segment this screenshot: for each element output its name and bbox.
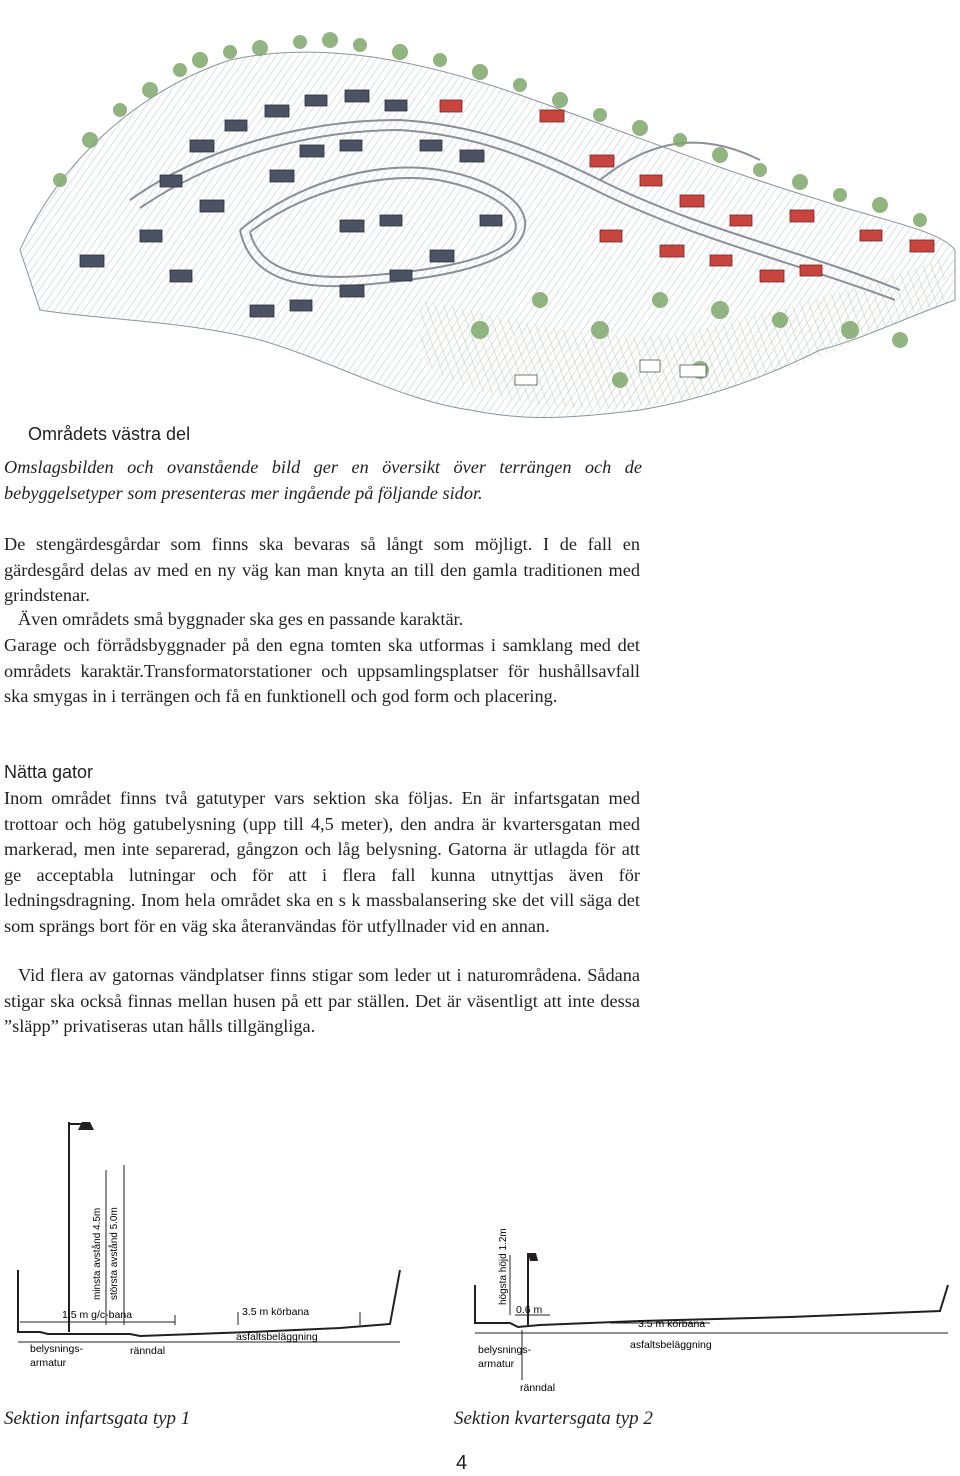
label-asfalt-2: asfaltsbeläggning [630,1339,712,1351]
caption-section-1: Sektion infartsgata typ 1 [4,1408,191,1429]
label-min-distance: minsta avstånd 4.5m [92,1207,103,1300]
heading-west: Områdets västra del [28,424,191,444]
label-asfalt: asfaltsbeläggning [236,1331,318,1343]
heading-streets: Nätta gator [4,762,94,782]
label-korbana-2: 3.5 m körbana [638,1318,706,1330]
label-max-distance: största avstånd 5.0m [109,1207,120,1300]
label-max-height: högsta höjd 1.2m [498,1228,509,1305]
intro-paragraph: Omslagsbilden och ovanstående bild ger en översikt över terrängen och de bebyggelsetyper som presenteras mer ingående på följande sidor. [4,457,642,503]
low-lamp-head-icon [528,1253,538,1261]
paragraph-paths: Vid flera av gatornas vändplatser finns stigar som leder ut i naturområdena. Sådana stigar ska också finnas mellan husen på ett par ställen. Det är väsentligt att inte dessa ”släpp” privatiseras utan hålls tillgängliga. [4,965,640,1037]
section-kvartersgata-diagram [470,1215,950,1405]
paragraph-street-types: Inom området finns två gatutyper vars sektion ska följas. En är infartsgatan med trottoar och hög gatubelysning (upp till 4,5 meter), den andra är kvartersgatan med markerad, men inte separerad, gångzon och låg belysning. Gatorna är utlagda för att ge acceptabla lutningar och för att i flera fall kunna utnyttjas även för ledningsdragning. Inom hela området ska en s k massbalansering ske det vill säga det som sprängs bort för en väg ska återanvändas för utfyllnader vid en annan. [4,788,640,936]
label-ranndal: ränndal [130,1345,166,1357]
paragraph-garage: Garage och förrådsbyggnader på den egna tomten ska utformas i samklang med det områdets karaktär.Transformatorstationer och uppsamlingsplatser för hushållsavfall ska smygas in i terrängen och få en funktionell och god form och placering. [4,635,640,707]
label-0-6: 0.6 m [516,1304,543,1316]
label-belysning-1: belysnings- [30,1343,84,1355]
page-number: 4 [456,1452,468,1474]
label-belysning-2b: armatur [478,1358,515,1370]
label-belysning-2a: belysnings- [478,1344,532,1356]
site-sketch-illustration [0,0,960,440]
label-gc-bana: 1.5 m g/c-bana [62,1309,133,1321]
label-belysning-2: armatur [30,1357,67,1369]
paragraph-small-buildings: Även områdets små byggnader ska ges en passande karaktär. [18,609,464,629]
ground-profile [18,1270,400,1336]
paragraph-stone-walls: De stengärdesgårdar som finns ska bevaras så långt som möjligt. I de fall en gärdesgård delas av med en ny väg kan man knyta an till den gamla traditionen med grindstenar. [4,534,640,606]
ground-profile-2 [475,1285,948,1327]
caption-section-2: Sektion kvartersgata typ 2 [454,1408,653,1429]
label-korbana: 3.5 m körbana [242,1306,310,1318]
section-infartsgata-diagram [0,1110,420,1400]
label-ranndal-2: ränndal [520,1382,556,1394]
